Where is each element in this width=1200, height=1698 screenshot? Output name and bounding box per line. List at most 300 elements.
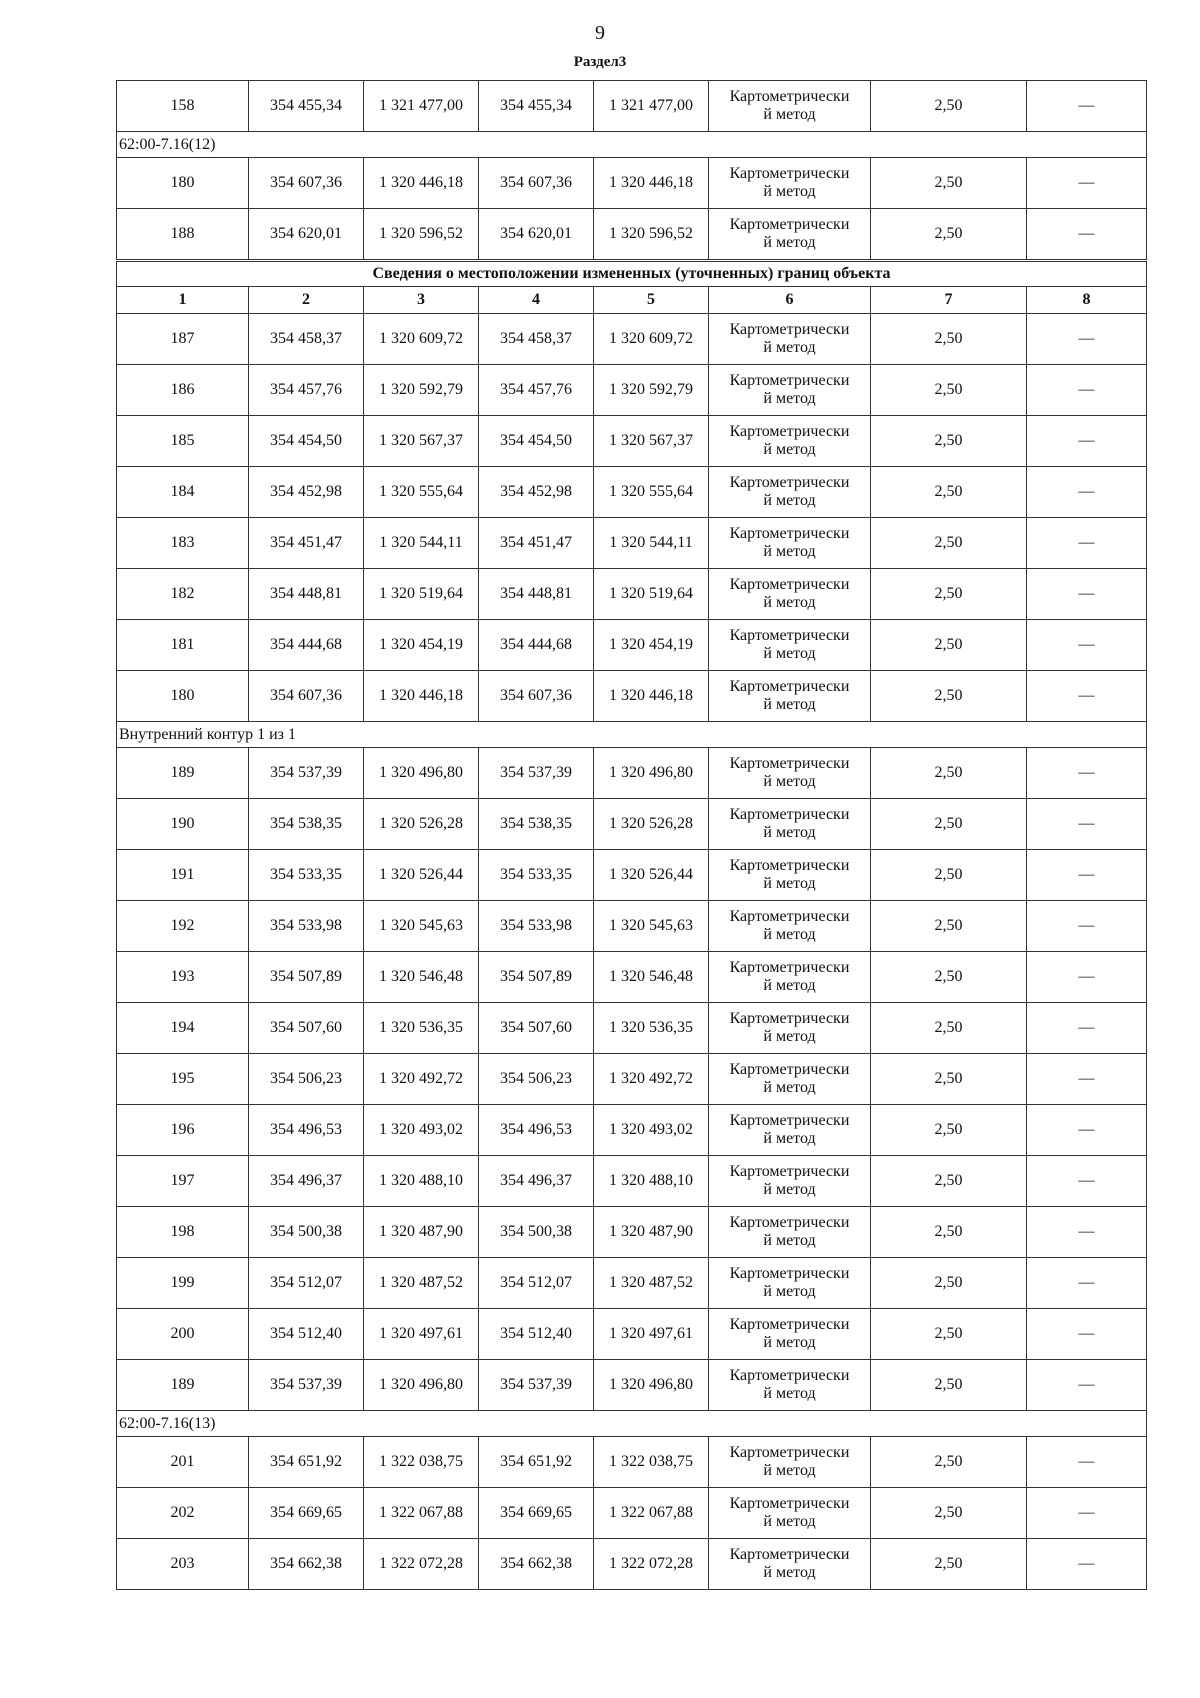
existing-x: 354 607,36 bbox=[249, 671, 364, 722]
table-row bbox=[117, 81, 1147, 132]
description: — bbox=[1027, 467, 1147, 518]
description: — bbox=[1027, 81, 1147, 132]
point-number: 181 bbox=[117, 620, 249, 671]
method-cell bbox=[709, 518, 871, 569]
section-title: Раздел3 bbox=[573, 54, 627, 70]
table-row bbox=[117, 1437, 1147, 1488]
method-text: й метод bbox=[763, 696, 816, 713]
new-x: 354 454,50 bbox=[479, 416, 594, 467]
existing-y: 1 320 519,64 bbox=[364, 569, 479, 620]
description: — bbox=[1027, 1437, 1147, 1488]
method-text: Картометрически bbox=[729, 1316, 850, 1333]
existing-x: 354 533,98 bbox=[249, 901, 364, 952]
new-x: 354 537,39 bbox=[479, 748, 594, 799]
existing-x: 354 537,39 bbox=[249, 748, 364, 799]
existing-x: 354 496,37 bbox=[249, 1156, 364, 1207]
contour-label: 62:00-7.16(13) bbox=[117, 1411, 1147, 1437]
accuracy: 2,50 bbox=[871, 467, 1027, 518]
table-row bbox=[117, 799, 1147, 850]
new-y: 1 320 545,63 bbox=[594, 901, 709, 952]
table-row bbox=[117, 1003, 1147, 1054]
description: — bbox=[1027, 1539, 1147, 1590]
method-text: Картометрически bbox=[729, 755, 850, 772]
new-y: 1 320 487,52 bbox=[594, 1258, 709, 1309]
new-x: 354 448,81 bbox=[479, 569, 594, 620]
description: — bbox=[1027, 209, 1147, 261]
method-text: й метод bbox=[763, 1385, 816, 1402]
table-row bbox=[117, 1105, 1147, 1156]
point-number: 187 bbox=[117, 314, 249, 365]
table-row bbox=[117, 901, 1147, 952]
column-number: 7 bbox=[871, 287, 1027, 314]
method-text: Картометрически bbox=[729, 423, 850, 440]
existing-y: 1 320 446,18 bbox=[364, 671, 479, 722]
method-text: Картометрически bbox=[729, 372, 850, 389]
point-number: 198 bbox=[117, 1207, 249, 1258]
new-x: 354 512,07 bbox=[479, 1258, 594, 1309]
method-cell bbox=[709, 799, 871, 850]
method-cell bbox=[709, 850, 871, 901]
method-cell bbox=[709, 952, 871, 1003]
new-y: 1 320 446,18 bbox=[594, 671, 709, 722]
accuracy: 2,50 bbox=[871, 1309, 1027, 1360]
new-y: 1 320 526,44 bbox=[594, 850, 709, 901]
method-text: Картометрически bbox=[729, 1444, 850, 1461]
method-text: й метод bbox=[763, 773, 816, 790]
point-number: 182 bbox=[117, 569, 249, 620]
column-number-row bbox=[117, 287, 1147, 314]
existing-x: 354 448,81 bbox=[249, 569, 364, 620]
new-y: 1 320 526,28 bbox=[594, 799, 709, 850]
column-number: 8 bbox=[1027, 287, 1147, 314]
column-number: 4 bbox=[479, 287, 594, 314]
new-y: 1 320 567,37 bbox=[594, 416, 709, 467]
method-cell bbox=[709, 748, 871, 799]
accuracy: 2,50 bbox=[871, 748, 1027, 799]
new-x: 354 455,34 bbox=[479, 81, 594, 132]
new-x: 354 662,38 bbox=[479, 1539, 594, 1590]
accuracy: 2,50 bbox=[871, 416, 1027, 467]
description: — bbox=[1027, 1003, 1147, 1054]
new-y: 1 320 592,79 bbox=[594, 365, 709, 416]
table-row bbox=[117, 850, 1147, 901]
contour-label-row bbox=[117, 132, 1147, 158]
table-row bbox=[117, 1488, 1147, 1539]
new-y: 1 320 446,18 bbox=[594, 158, 709, 209]
new-y: 1 320 488,10 bbox=[594, 1156, 709, 1207]
method-cell bbox=[709, 1105, 871, 1156]
page-number: 9 bbox=[595, 22, 605, 44]
description: — bbox=[1027, 1309, 1147, 1360]
method-text: Картометрически bbox=[729, 525, 850, 542]
point-number: 195 bbox=[117, 1054, 249, 1105]
table-row bbox=[117, 518, 1147, 569]
accuracy: 2,50 bbox=[871, 1207, 1027, 1258]
description: — bbox=[1027, 799, 1147, 850]
method-cell bbox=[709, 1207, 871, 1258]
accuracy: 2,50 bbox=[871, 952, 1027, 1003]
new-x: 354 451,47 bbox=[479, 518, 594, 569]
point-number: 186 bbox=[117, 365, 249, 416]
method-cell bbox=[709, 1156, 871, 1207]
existing-x: 354 507,60 bbox=[249, 1003, 364, 1054]
point-number: 188 bbox=[117, 209, 249, 261]
point-number: 202 bbox=[117, 1488, 249, 1539]
method-text: й метод bbox=[763, 543, 816, 560]
accuracy: 2,50 bbox=[871, 799, 1027, 850]
accuracy: 2,50 bbox=[871, 569, 1027, 620]
description: — bbox=[1027, 1105, 1147, 1156]
method-text: й метод bbox=[763, 594, 816, 611]
new-y: 1 320 497,61 bbox=[594, 1309, 709, 1360]
method-cell bbox=[709, 620, 871, 671]
new-x: 354 533,35 bbox=[479, 850, 594, 901]
new-x: 354 506,23 bbox=[479, 1054, 594, 1105]
new-x: 354 496,53 bbox=[479, 1105, 594, 1156]
point-number: 191 bbox=[117, 850, 249, 901]
method-cell bbox=[709, 1003, 871, 1054]
method-text: Картометрически bbox=[729, 1163, 850, 1180]
existing-x: 354 454,50 bbox=[249, 416, 364, 467]
existing-y: 1 320 487,90 bbox=[364, 1207, 479, 1258]
accuracy: 2,50 bbox=[871, 81, 1027, 132]
existing-x: 354 607,36 bbox=[249, 158, 364, 209]
table-row bbox=[117, 1207, 1147, 1258]
point-number: 158 bbox=[117, 81, 249, 132]
method-text: Картометрически bbox=[729, 1367, 850, 1384]
description: — bbox=[1027, 1156, 1147, 1207]
description: — bbox=[1027, 416, 1147, 467]
table-section-heading bbox=[117, 261, 1147, 314]
method-cell bbox=[709, 1309, 871, 1360]
existing-y: 1 320 596,52 bbox=[364, 209, 479, 261]
method-cell bbox=[709, 1539, 871, 1590]
table-row bbox=[117, 365, 1147, 416]
existing-y: 1 320 545,63 bbox=[364, 901, 479, 952]
point-number: 190 bbox=[117, 799, 249, 850]
accuracy: 2,50 bbox=[871, 1156, 1027, 1207]
point-number: 184 bbox=[117, 467, 249, 518]
point-number: 199 bbox=[117, 1258, 249, 1309]
existing-x: 354 507,89 bbox=[249, 952, 364, 1003]
contour-label-row bbox=[117, 722, 1147, 748]
new-x: 354 452,98 bbox=[479, 467, 594, 518]
method-cell bbox=[709, 1488, 871, 1539]
existing-y: 1 320 526,28 bbox=[364, 799, 479, 850]
method-text: Картометрически bbox=[729, 216, 850, 233]
existing-y: 1 322 067,88 bbox=[364, 1488, 479, 1539]
table-row bbox=[117, 1054, 1147, 1105]
contour-label-row bbox=[117, 1411, 1147, 1437]
method-text: й метод bbox=[763, 1283, 816, 1300]
new-y: 1 320 493,02 bbox=[594, 1105, 709, 1156]
method-cell bbox=[709, 1054, 871, 1105]
accuracy: 2,50 bbox=[871, 158, 1027, 209]
description: — bbox=[1027, 1258, 1147, 1309]
existing-x: 354 457,76 bbox=[249, 365, 364, 416]
new-y: 1 320 496,80 bbox=[594, 748, 709, 799]
new-y: 1 322 072,28 bbox=[594, 1539, 709, 1590]
new-y: 1 320 492,72 bbox=[594, 1054, 709, 1105]
method-text: й метод bbox=[763, 1079, 816, 1096]
description: — bbox=[1027, 1207, 1147, 1258]
method-text: й метод bbox=[763, 339, 816, 356]
method-text: й метод bbox=[763, 926, 816, 943]
description: — bbox=[1027, 365, 1147, 416]
new-x: 354 669,65 bbox=[479, 1488, 594, 1539]
existing-y: 1 320 497,61 bbox=[364, 1309, 479, 1360]
existing-x: 354 496,53 bbox=[249, 1105, 364, 1156]
table-row bbox=[117, 416, 1147, 467]
new-y: 1 320 609,72 bbox=[594, 314, 709, 365]
accuracy: 2,50 bbox=[871, 1258, 1027, 1309]
accuracy: 2,50 bbox=[871, 365, 1027, 416]
new-x: 354 457,76 bbox=[479, 365, 594, 416]
existing-x: 354 512,40 bbox=[249, 1309, 364, 1360]
method-text: й метод bbox=[763, 1130, 816, 1147]
new-y: 1 321 477,00 bbox=[594, 81, 709, 132]
method-cell bbox=[709, 158, 871, 209]
coordinates-table bbox=[116, 80, 1147, 1590]
accuracy: 2,50 bbox=[871, 314, 1027, 365]
contour-label: 62:00-7.16(12) bbox=[117, 132, 1147, 158]
method-cell bbox=[709, 365, 871, 416]
new-x: 354 444,68 bbox=[479, 620, 594, 671]
point-number: 194 bbox=[117, 1003, 249, 1054]
existing-y: 1 321 477,00 bbox=[364, 81, 479, 132]
existing-x: 354 506,23 bbox=[249, 1054, 364, 1105]
table-row bbox=[117, 748, 1147, 799]
table-row bbox=[117, 569, 1147, 620]
new-y: 1 320 544,11 bbox=[594, 518, 709, 569]
method-text: й метод bbox=[763, 492, 816, 509]
table-row bbox=[117, 1360, 1147, 1411]
existing-y: 1 320 496,80 bbox=[364, 748, 479, 799]
new-y: 1 322 038,75 bbox=[594, 1437, 709, 1488]
column-number: 2 bbox=[249, 287, 364, 314]
new-x: 354 533,98 bbox=[479, 901, 594, 952]
accuracy: 2,50 bbox=[871, 1054, 1027, 1105]
method-text: Картометрически bbox=[729, 1214, 850, 1231]
table-row bbox=[117, 671, 1147, 722]
method-text: Картометрически bbox=[729, 627, 850, 644]
existing-y: 1 320 609,72 bbox=[364, 314, 479, 365]
method-text: Картометрически bbox=[729, 1112, 850, 1129]
method-text: й метод bbox=[763, 106, 816, 123]
new-x: 354 607,36 bbox=[479, 158, 594, 209]
description: — bbox=[1027, 314, 1147, 365]
point-number: 192 bbox=[117, 901, 249, 952]
method-text: Картометрически bbox=[729, 474, 850, 491]
existing-y: 1 320 567,37 bbox=[364, 416, 479, 467]
description: — bbox=[1027, 850, 1147, 901]
point-number: 189 bbox=[117, 748, 249, 799]
method-cell bbox=[709, 209, 871, 261]
method-cell bbox=[709, 671, 871, 722]
method-cell bbox=[709, 467, 871, 518]
new-x: 354 651,92 bbox=[479, 1437, 594, 1488]
accuracy: 2,50 bbox=[871, 850, 1027, 901]
method-text: й метод bbox=[763, 441, 816, 458]
accuracy: 2,50 bbox=[871, 620, 1027, 671]
accuracy: 2,50 bbox=[871, 901, 1027, 952]
point-number: 185 bbox=[117, 416, 249, 467]
description: — bbox=[1027, 518, 1147, 569]
column-number: 5 bbox=[594, 287, 709, 314]
method-text: Картометрически bbox=[729, 1010, 850, 1027]
method-text: й метод bbox=[763, 824, 816, 841]
existing-y: 1 320 446,18 bbox=[364, 158, 479, 209]
point-number: 180 bbox=[117, 671, 249, 722]
table-row bbox=[117, 1309, 1147, 1360]
method-text: й метод bbox=[763, 1462, 816, 1479]
description: — bbox=[1027, 1054, 1147, 1105]
method-text: Картометрически bbox=[729, 908, 850, 925]
description: — bbox=[1027, 901, 1147, 952]
method-cell bbox=[709, 901, 871, 952]
method-cell bbox=[709, 1258, 871, 1309]
method-text: й метод bbox=[763, 1028, 816, 1045]
new-y: 1 320 454,19 bbox=[594, 620, 709, 671]
existing-y: 1 320 544,11 bbox=[364, 518, 479, 569]
new-y: 1 320 536,35 bbox=[594, 1003, 709, 1054]
point-number: 180 bbox=[117, 158, 249, 209]
method-text: Картометрически bbox=[729, 806, 850, 823]
new-y: 1 320 519,64 bbox=[594, 569, 709, 620]
method-cell bbox=[709, 1360, 871, 1411]
method-cell bbox=[709, 569, 871, 620]
existing-x: 354 537,39 bbox=[249, 1360, 364, 1411]
method-cell bbox=[709, 314, 871, 365]
existing-x: 354 538,35 bbox=[249, 799, 364, 850]
new-y: 1 320 596,52 bbox=[594, 209, 709, 261]
method-text: й метод bbox=[763, 1513, 816, 1530]
table-row bbox=[117, 314, 1147, 365]
method-text: Картометрически bbox=[729, 88, 850, 105]
existing-y: 1 320 536,35 bbox=[364, 1003, 479, 1054]
method-text: й метод bbox=[763, 645, 816, 662]
accuracy: 2,50 bbox=[871, 1539, 1027, 1590]
method-text: Картометрически bbox=[729, 1061, 850, 1078]
existing-y: 1 320 488,10 bbox=[364, 1156, 479, 1207]
existing-y: 1 320 454,19 bbox=[364, 620, 479, 671]
point-number: 193 bbox=[117, 952, 249, 1003]
method-text: Картометрически bbox=[729, 165, 850, 182]
method-text: й метод bbox=[763, 390, 816, 407]
existing-x: 354 533,35 bbox=[249, 850, 364, 901]
new-x: 354 507,60 bbox=[479, 1003, 594, 1054]
description: — bbox=[1027, 671, 1147, 722]
heading-row bbox=[117, 261, 1147, 287]
existing-y: 1 320 526,44 bbox=[364, 850, 479, 901]
new-y: 1 320 555,64 bbox=[594, 467, 709, 518]
existing-x: 354 512,07 bbox=[249, 1258, 364, 1309]
method-text: й метод bbox=[763, 1181, 816, 1198]
existing-x: 354 500,38 bbox=[249, 1207, 364, 1258]
existing-x: 354 651,92 bbox=[249, 1437, 364, 1488]
point-number: 189 bbox=[117, 1360, 249, 1411]
existing-x: 354 451,47 bbox=[249, 518, 364, 569]
existing-y: 1 320 493,02 bbox=[364, 1105, 479, 1156]
new-x: 354 500,38 bbox=[479, 1207, 594, 1258]
description: — bbox=[1027, 158, 1147, 209]
new-y: 1 320 496,80 bbox=[594, 1360, 709, 1411]
method-text: Картометрически bbox=[729, 321, 850, 338]
accuracy: 2,50 bbox=[871, 518, 1027, 569]
table-row bbox=[117, 1539, 1147, 1590]
method-cell bbox=[709, 1437, 871, 1488]
existing-y: 1 320 492,72 bbox=[364, 1054, 479, 1105]
method-cell bbox=[709, 81, 871, 132]
method-text: Картометрически bbox=[729, 1495, 850, 1512]
column-number: 6 bbox=[709, 287, 871, 314]
new-y: 1 320 487,90 bbox=[594, 1207, 709, 1258]
existing-x: 354 620,01 bbox=[249, 209, 364, 261]
existing-y: 1 320 496,80 bbox=[364, 1360, 479, 1411]
method-cell bbox=[709, 416, 871, 467]
existing-x: 354 455,34 bbox=[249, 81, 364, 132]
table-row bbox=[117, 620, 1147, 671]
point-number: 197 bbox=[117, 1156, 249, 1207]
method-text: Картометрически bbox=[729, 959, 850, 976]
table-part-before-heading bbox=[117, 81, 1147, 261]
existing-y: 1 322 038,75 bbox=[364, 1437, 479, 1488]
new-x: 354 496,37 bbox=[479, 1156, 594, 1207]
new-x: 354 620,01 bbox=[479, 209, 594, 261]
method-text: Картометрически bbox=[729, 1546, 850, 1563]
existing-x: 354 452,98 bbox=[249, 467, 364, 518]
existing-x: 354 662,38 bbox=[249, 1539, 364, 1590]
new-y: 1 322 067,88 bbox=[594, 1488, 709, 1539]
table-row bbox=[117, 467, 1147, 518]
point-number: 183 bbox=[117, 518, 249, 569]
existing-x: 354 444,68 bbox=[249, 620, 364, 671]
description: — bbox=[1027, 748, 1147, 799]
description: — bbox=[1027, 952, 1147, 1003]
accuracy: 2,50 bbox=[871, 1105, 1027, 1156]
existing-y: 1 320 592,79 bbox=[364, 365, 479, 416]
point-number: 203 bbox=[117, 1539, 249, 1590]
accuracy: 2,50 bbox=[871, 1360, 1027, 1411]
existing-y: 1 320 555,64 bbox=[364, 467, 479, 518]
existing-y: 1 322 072,28 bbox=[364, 1539, 479, 1590]
accuracy: 2,50 bbox=[871, 209, 1027, 261]
table-row bbox=[117, 158, 1147, 209]
accuracy: 2,50 bbox=[871, 1488, 1027, 1539]
section-heading: Сведения о местоположении измененных (уточненных) границ объекта bbox=[117, 261, 1147, 287]
new-x: 354 507,89 bbox=[479, 952, 594, 1003]
point-number: 201 bbox=[117, 1437, 249, 1488]
description: — bbox=[1027, 569, 1147, 620]
table-row bbox=[117, 209, 1147, 261]
new-y: 1 320 546,48 bbox=[594, 952, 709, 1003]
new-x: 354 537,39 bbox=[479, 1360, 594, 1411]
method-text: й метод bbox=[763, 875, 816, 892]
description: — bbox=[1027, 1488, 1147, 1539]
table-row bbox=[117, 1156, 1147, 1207]
table-row bbox=[117, 1258, 1147, 1309]
method-text: й метод bbox=[763, 1334, 816, 1351]
point-number: 196 bbox=[117, 1105, 249, 1156]
method-text: й метод bbox=[763, 1564, 816, 1581]
description: — bbox=[1027, 1360, 1147, 1411]
method-text: Картометрически bbox=[729, 1265, 850, 1282]
existing-y: 1 320 546,48 bbox=[364, 952, 479, 1003]
new-x: 354 458,37 bbox=[479, 314, 594, 365]
method-text: Картометрически bbox=[729, 857, 850, 874]
point-number: 200 bbox=[117, 1309, 249, 1360]
description: — bbox=[1027, 620, 1147, 671]
